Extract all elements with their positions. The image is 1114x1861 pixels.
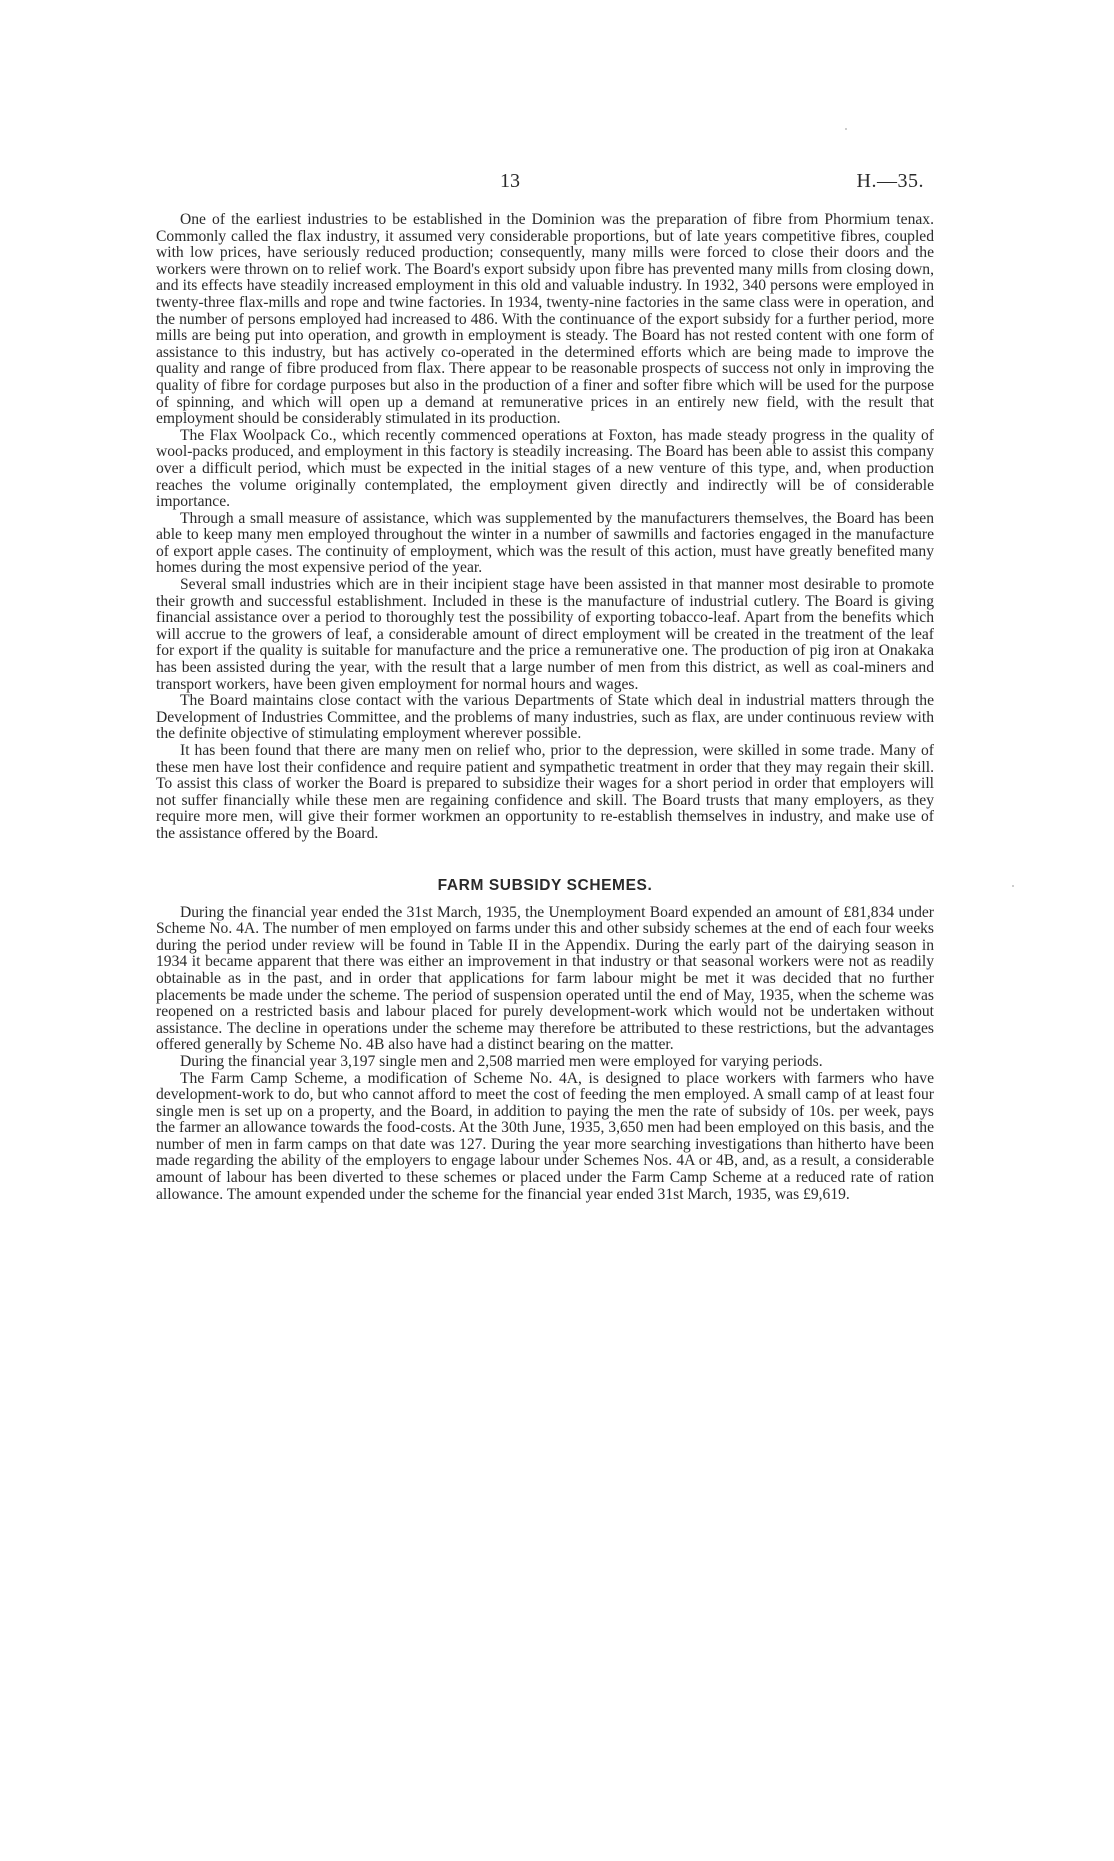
paragraph-men-employed: During the financial year 3,197 single men and 2,508 married men were employed for varying periods. — [180, 1052, 823, 1070]
document-reference: H.—35. — [856, 170, 924, 192]
paragraph-apple-cases: Through a small measure of assistance, which was supplemented by the manufacturers themselves, the Board has been able to keep many men employed throughout the winter in a number of sawmills and factories engaged in the manufacture of export apple cases. The continuity of employment, which was the result of this action, must have greatly benefited many homes during the most expensive period of the year. — [156, 509, 934, 577]
page-header — [0, 170, 1114, 194]
speck-mark — [845, 128, 847, 130]
paragraph-small-industries: Several small industries which are in their incipient stage have been assisted in that manner most desirable to promote their growth and successful establishment. Included in these is the manufacture of industrial cutlery. The Board is giving financial assistance over a period to thoroughly test the possibility of exporting tobacco-leaf. Apart from the benefits which will accrue to the growers of leaf, a considerable amount of direct employment will be created in the treatment of the leaf for export if the quality is suitable for manufacture and the price a remunerative one. The production of pig iron at Onakaka has been assisted during the year, with the result that a large number of men from this district, as well as coal-miners and transport workers, have been given employment for normal hours and wages. — [156, 576, 934, 693]
paragraph-flax-industry: One of the earliest industries to be established in the Dominion was the preparation of fibre from Phormium tenax. Commonly called the flax industry, it assumed very considerable proportions, but of late years competitive fibres, coupled with low prices, have seriously reduced production; consequently, many mills were forced to close their doors and the workers were thrown on to relief work. The Board's export subsidy upon fibre has prevented many mills from closing down, and its effects have steadily increased employment in this old and valuable industry. In 1932, 340 persons were employed in twenty-three flax-mills and rope and twine factories. In 1934, twenty-nine factories in the same class were in operation, and the number of persons employed had increased to 486. With the continuance of the export subsidy for a further period, more mills are being put into operation, and growth in employment is steady. The Board has not rested content with one form of assistance to this industry, but has actively co-operated in the determined efforts which are being made to improve the quality and range of fibre produced from flax. There appear to be reasonable prospects of success not only in improving the quality of fibre for cordage purposes but also in the production of a finer and softer fibre which will be used for the purpose of spinning, and which will open up a demand at remunerative prices in an entirely new field, with the result that employment should be considerably stimulated in its production. — [156, 211, 934, 428]
section-heading-farm-subsidy: FARM SUBSIDY SCHEMES. — [437, 876, 653, 894]
page-number: 13 — [500, 170, 520, 192]
speck-mark — [1012, 885, 1014, 887]
page-body — [156, 212, 934, 1203]
paragraph-departments-contact: The Board maintains close contact with the various Departments of State which deal in industrial matters through the Development of Industries Committee, and the problems of many industries, such as flax, are under continuous review with the definite objective of stimulating employment wherever possible. — [156, 692, 934, 743]
paragraph-flax-woolpack: The Flax Woolpack Co., which recently commenced operations at Foxton, has made steady progress in the quality of wool-packs produced, and employment in this factory is steadily increasing. The Board has been able to assist this company over a difficult period, which must be expected in the initial stages of a new venture of this type, and, when production reaches the volume originally contemplated, the employment given directly and indirectly will be of considerable importance. — [156, 426, 934, 511]
paragraph-farm-camp-scheme: The Farm Camp Scheme, a modification of Scheme No. 4A, is designed to place workers with farmers who have development-work to do, but who cannot afford to meet the cost of feeding the men employed. A small camp of at least four single men is set up on a property, and the Board, in addition to paying the men the rate of subsidy of 10s. per week, pays the farmer an allowance towards the food-costs. At the 30th June, 1935, 3,650 men had been employed on this basis, and the number of men in farm camps on that date was 127. During the year more searching investigations than hitherto have been made regarding the ability of the employers to engage labour under Schemes Nos. 4A or 4B, and, as a result, a considerable amount of labour has been diverted to these schemes or placed under the Farm Camp Scheme at a reduced rate of ration allowance. The amount expended under the scheme for the financial year ended 31st March, 1935, was £9,619. — [156, 1069, 934, 1203]
paragraph-farm-scheme-4a: During the financial year ended the 31st March, 1935, the Unemployment Board expended an amount of £81,834 under Scheme No. 4A. The number of men employed on farms under this and other subsidy schemes at the end of each four weeks during the period under review will be found in Table II in the Appendix. During the early part of the dairying season in 1934 it became apparent that there was either an improvement in that industry or that seasonal workers were not as readily obtainable as in the past, and in order that applications for farm labour might be met it was decided that no further placements be made under the scheme. The period of suspension operated until the end of May, 1935, when the scheme was reopened on a restricted basis and labour placed for purely development-work which would not be undertaken without assistance. The decline in operations under the scheme may therefore be attributed to these restrictions, but the advantages offered generally by Scheme No. 4B also have had a distinct bearing on the matter. — [156, 903, 934, 1054]
paragraph-skilled-men: It has been found that there are many men on relief who, prior to the depression, were skilled in some trade. Many of these men have lost their confidence and require patient and sympathetic treatment in order that they may regain their skill. To assist this class of worker the Board is prepared to subsidize their wages for a short period in order that employers will not suffer financially while these men are regaining confidence and skill. The Board trusts that many employers, as they require more men, will give their former workmen an opportunity to re-establish themselves in industry, and make use of the assistance offered by the Board. — [156, 742, 934, 842]
